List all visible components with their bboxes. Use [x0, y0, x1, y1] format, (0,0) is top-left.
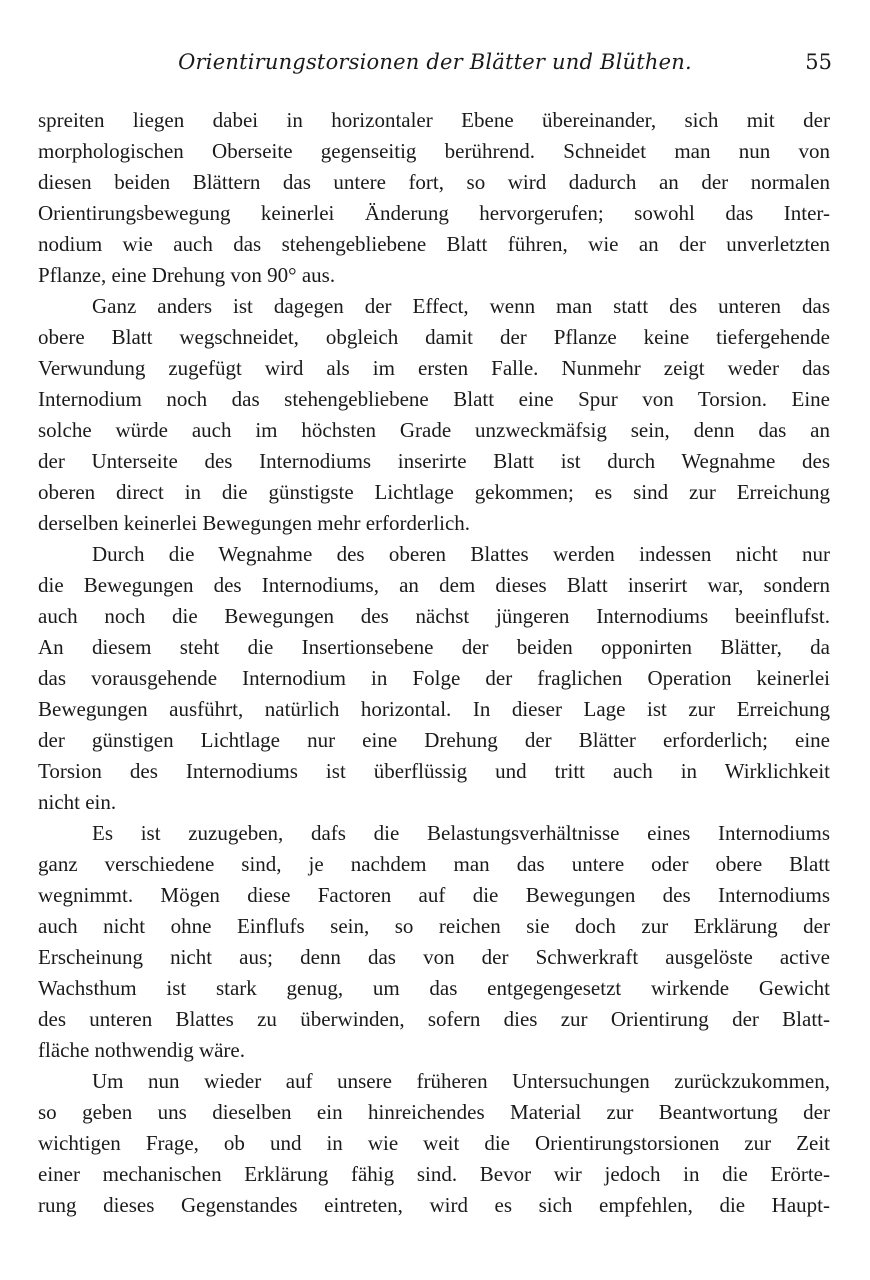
- text-line: Es ist zuzugeben, dafs die Belastungsverhältnisse eines Internodiums: [92, 821, 830, 845]
- text-line: An diesem steht die Insertionsebene der beiden opponirten Blätter, da: [38, 635, 830, 659]
- text-line: derselben keinerlei Bewegungen mehr erforderlich.: [38, 511, 471, 535]
- text-line: Torsion des Internodiums ist überflüssig und tritt auch in Wirklichkeit: [38, 759, 830, 783]
- text-line: Erscheinung nicht aus; denn das von der Schwerkraft ausgelöste active: [38, 945, 830, 969]
- text-line: ganz verschiedene sind, je nachdem man das untere oder obere Blatt: [38, 852, 830, 876]
- text-line: Bewegungen ausführt, natürlich horizontal. In dieser Lage ist zur Erreichung: [38, 697, 830, 721]
- text-line: spreiten liegen dabei in horizontaler Ebene übereinander, sich mit der: [38, 108, 830, 132]
- text-line: die Bewegungen des Internodiums, an dem dieses Blatt inserirt war, sondern: [38, 573, 830, 597]
- text-line: nodium wie auch das stehengebliebene Blatt führen, wie an der unverletzten: [38, 232, 830, 256]
- running-title: Orientirungstorsionen der Blätter und Blüthen.: [178, 50, 692, 74]
- text-line: Wachsthum ist stark genug, um das entgegengesetzt wirkende Gewicht: [38, 976, 830, 1000]
- text-line: das vorausgehende Internodium in Folge der fraglichen Operation keinerlei: [38, 666, 830, 690]
- text-line: des unteren Blattes zu überwinden, sofern dies zur Orientirung der Blatt-: [38, 1007, 830, 1031]
- text-line: wegnimmt. Mögen diese Factoren auf die Bewegungen des Internodiums: [38, 883, 830, 907]
- text-line: nicht ein.: [38, 790, 117, 814]
- text-line: diesen beiden Blättern das untere fort, so wird dadurch an der normalen: [38, 170, 830, 194]
- text-line: morphologischen Oberseite gegenseitig berührend. Schneidet man nun von: [38, 139, 830, 163]
- text-line: obere Blatt wegschneidet, obgleich damit der Pflanze keine tiefergehende: [38, 325, 830, 349]
- text-line: auch nicht ohne Einflufs sein, so reichen sie doch zur Erklärung der: [38, 914, 830, 938]
- text-line: der Unterseite des Internodiums inserirte Blatt ist durch Wegnahme des: [38, 449, 830, 473]
- running-head: [38, 50, 832, 84]
- text-line: Durch die Wegnahme des oberen Blattes werden indessen nicht nur: [92, 542, 830, 566]
- text-line: auch noch die Bewegungen des nächst jüngeren Internodiums beeinflufst.: [38, 604, 830, 628]
- text-line: fläche nothwendig wäre.: [38, 1038, 245, 1062]
- text-line: wichtigen Frage, ob und in wie weit die Orientirungstorsionen zur Zeit: [38, 1131, 830, 1155]
- text-line: so geben uns dieselben ein hinreichendes Material zur Beantwortung der: [38, 1100, 830, 1124]
- text-line: oberen direct in die günstigste Lichtlage gekommen; es sind zur Erreichung: [38, 480, 830, 504]
- text-line: rung dieses Gegenstandes eintreten, wird es sich empfehlen, die Haupt-: [38, 1193, 830, 1217]
- text-line: Internodium noch das stehengebliebene Blatt eine Spur von Torsion. Eine: [38, 387, 830, 411]
- text-line: solche würde auch im höchsten Grade unzweckmäfsig sein, denn das an: [38, 418, 830, 442]
- text-line: Verwundung zugefügt wird als im ersten Falle. Nunmehr zeigt weder das: [38, 356, 830, 380]
- text-line: Pflanze, eine Drehung von 90° aus.: [38, 263, 336, 287]
- text-line: einer mechanischen Erklärung fähig sind. Bevor wir jedoch in die Erörte-: [38, 1162, 830, 1186]
- text-line: Ganz anders ist dagegen der Effect, wenn man statt des unteren das: [92, 294, 830, 318]
- text-line: Orientirungsbewegung keinerlei Änderung hervorgerufen; sowohl das Inter-: [38, 201, 830, 225]
- text-line: der günstigen Lichtlage nur eine Drehung der Blätter erforderlich; eine: [38, 728, 830, 752]
- page-number: 55: [805, 50, 832, 74]
- text-line: Um nun wieder auf unsere früheren Untersuchungen zurückzukommen,: [92, 1069, 830, 1093]
